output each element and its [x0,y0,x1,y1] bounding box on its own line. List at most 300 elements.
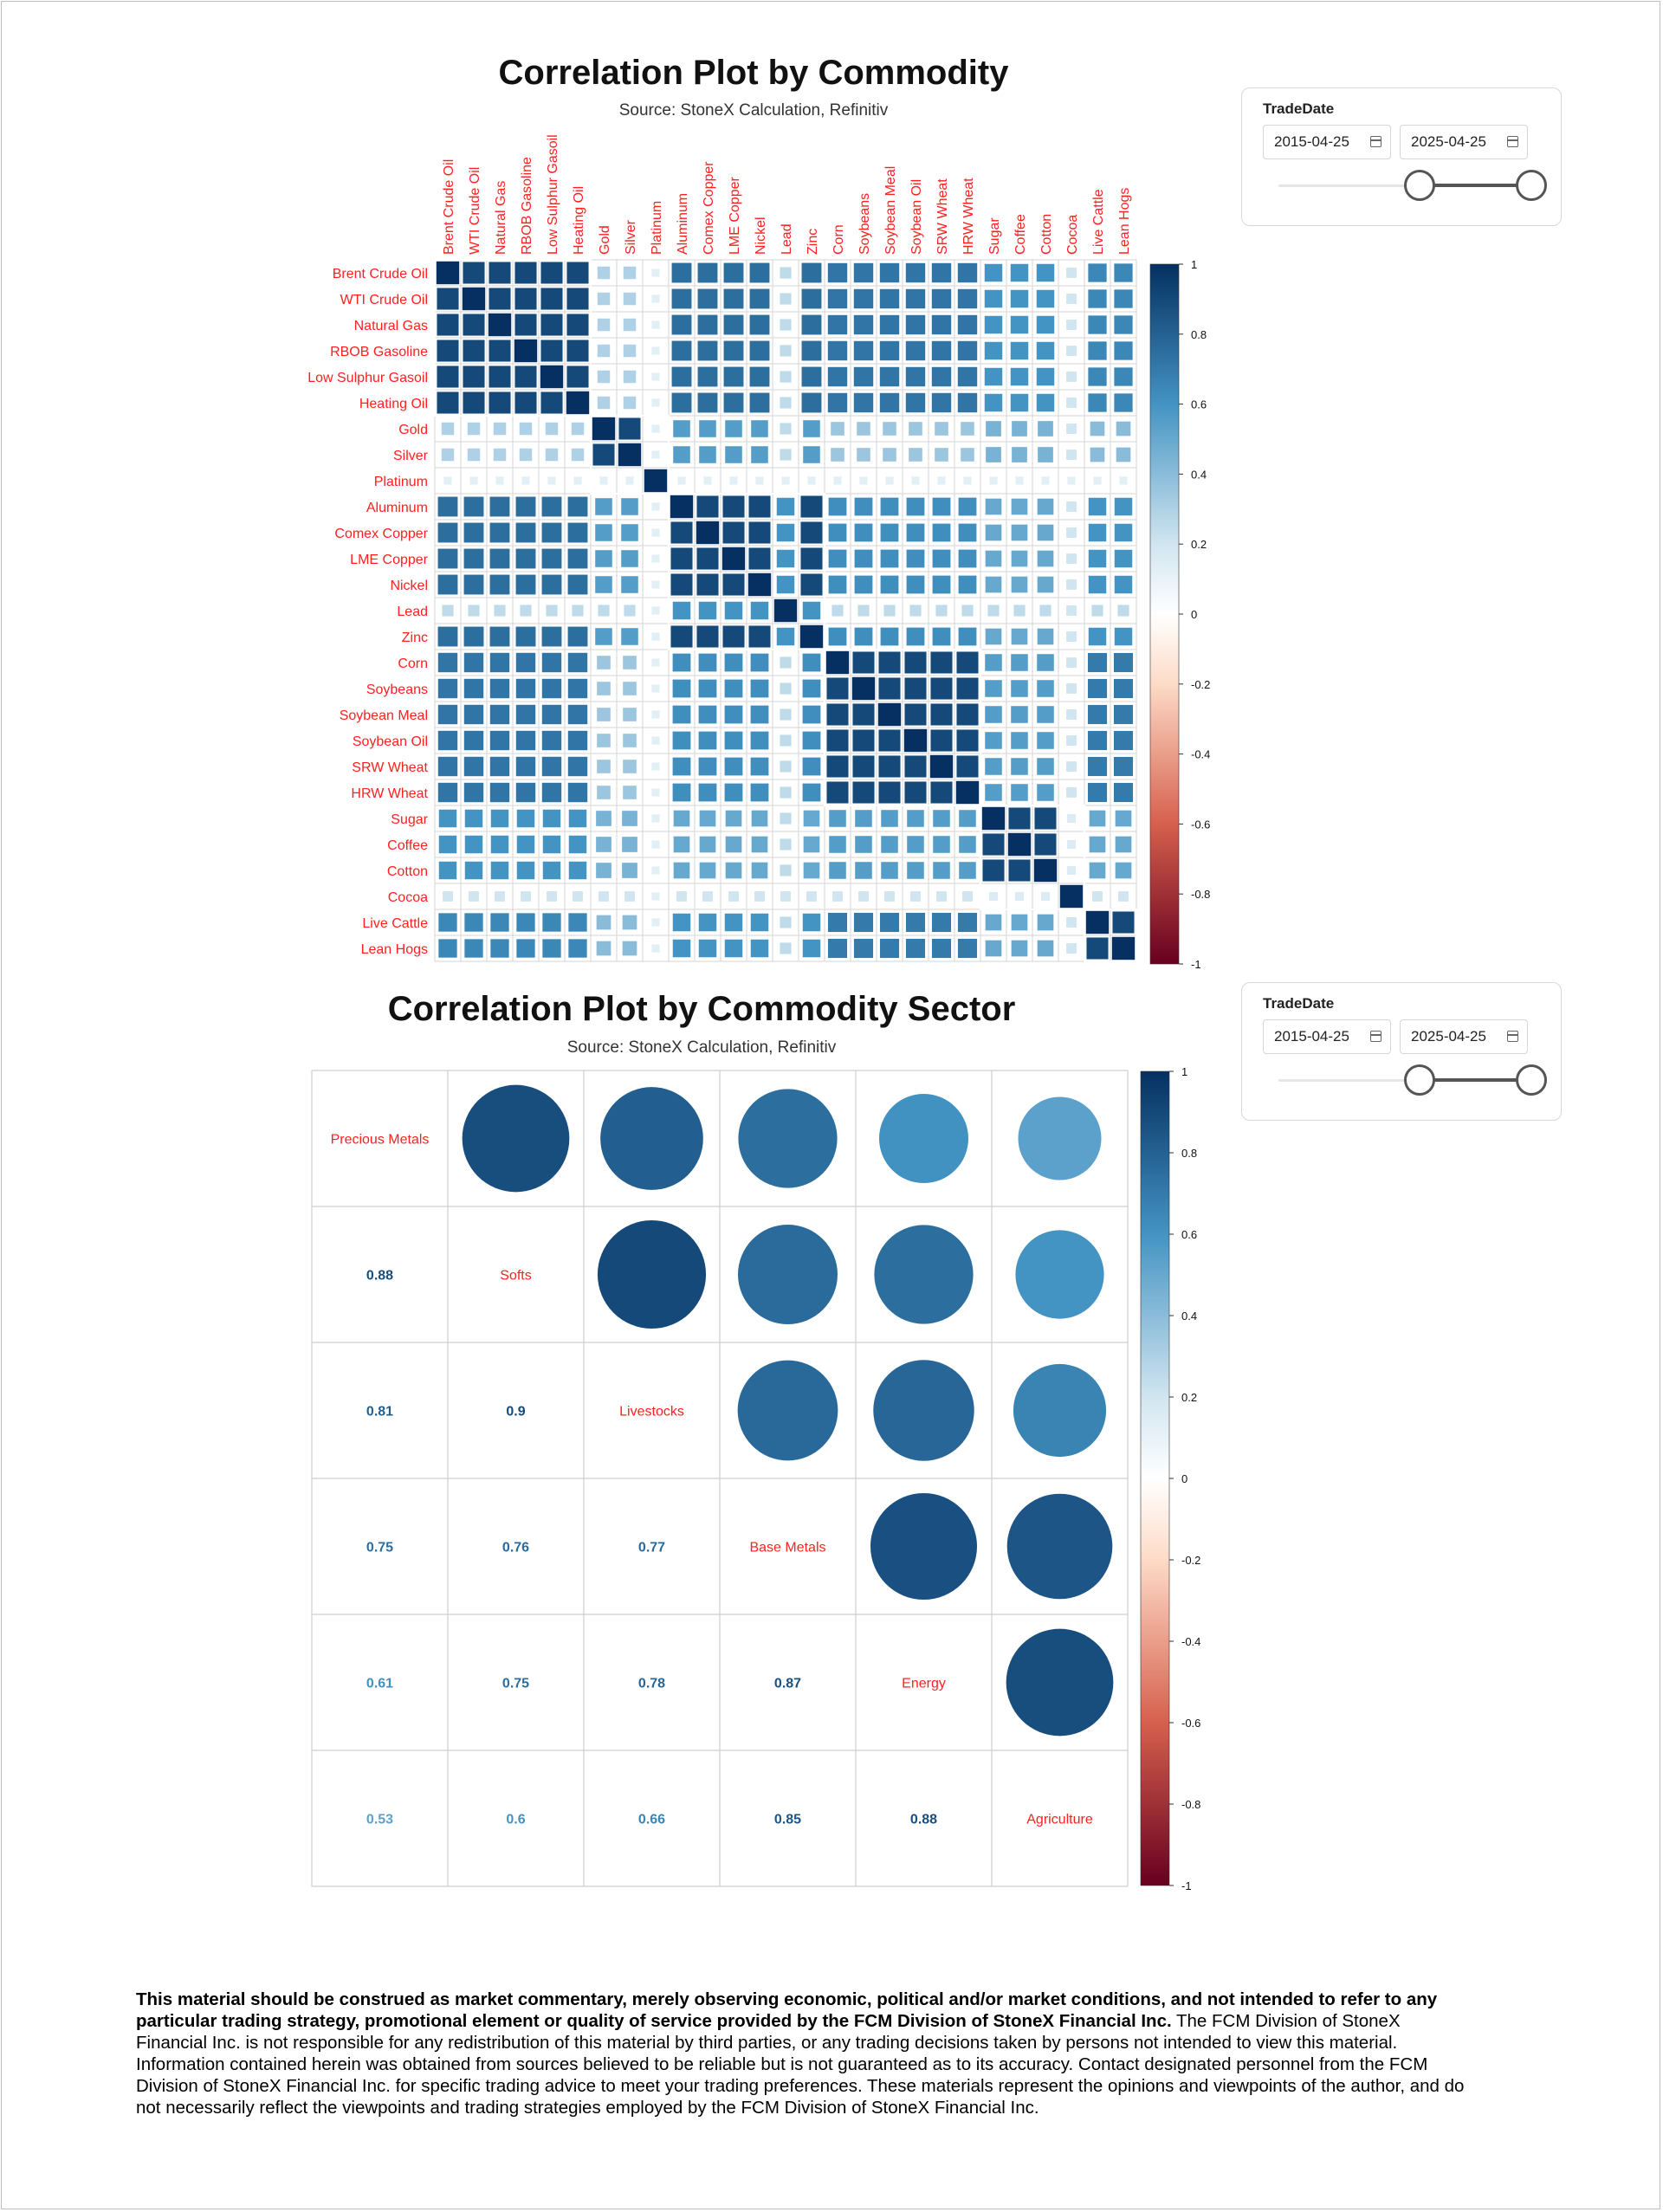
corr-cell [907,498,925,516]
corr-cell [1038,551,1054,567]
corr-cell [543,810,560,827]
corr-cell [437,262,459,284]
slider-start-handle[interactable] [1404,170,1435,201]
corr-cell [651,944,659,952]
corr-cell [700,837,716,853]
corr-cell [595,576,612,593]
corr-circle [598,1220,706,1329]
corr-cell [1012,941,1028,957]
calendar-icon[interactable] [1507,1031,1518,1042]
corr-cell [542,549,562,569]
chart2-subtitle: Source: StoneX Calculation, Refinitiv [566,1038,837,1057]
row-label: Platinum [373,475,428,489]
colorbar-tick-label: -0.6 [1191,818,1211,831]
corr-cell [463,340,484,361]
corr-cell [469,891,479,902]
corr-cell [696,573,718,595]
corr-cell [546,605,557,616]
corr-cell [618,443,641,466]
corr-cell [906,913,925,932]
corr-cell [854,315,873,334]
corr-cell [932,289,951,308]
corr-cell [930,677,952,699]
tradedate-filter-2 [1241,982,1562,1121]
corr-cell [1037,706,1054,723]
corr-cell [852,729,874,751]
corr-cell [1037,784,1054,801]
corr-cell [803,914,820,931]
corr-cell [885,476,893,484]
corr-cell [516,679,535,698]
corr-cell [468,423,480,435]
corr-cell [621,550,638,567]
corr-cell [1088,679,1107,698]
chart1-subtitle: Source: StoneX Calculation, Refinitiv [618,101,889,120]
corr-cell [1038,577,1054,593]
corr-cell [673,706,691,724]
colorbar-tick-label: 0.8 [1181,1147,1198,1160]
sector-label: Base Metals [749,1540,826,1556]
end-date-input[interactable] [1400,125,1528,159]
corr-cell [1093,476,1101,484]
corr-cell [673,680,691,698]
corr-cell [878,677,900,699]
corr-cell [937,476,945,484]
corr-cell [673,732,691,750]
corr-cell [884,891,895,902]
corr-cell [1011,706,1028,723]
corr-cell [802,263,822,283]
corr-cell [958,289,977,308]
corr-cell [1090,448,1105,462]
corr-cell [958,341,977,360]
corr-cell [930,781,952,803]
corr-cell [464,523,484,543]
corr-cell [804,811,820,827]
corr-cell [442,605,453,616]
corr-value: 0.78 [637,1676,666,1691]
corr-cell [651,736,659,744]
calendar-icon[interactable] [1370,136,1382,147]
colorbar-tick-label: -1 [1181,1879,1192,1892]
corr-cell [1034,833,1056,855]
corr-cell [906,367,925,386]
corr-cell [1038,421,1053,437]
corr-cell [780,916,791,928]
corr-cell [985,264,1002,281]
corr-cell [568,575,588,595]
disclaimer-bold: This material should be construed as market commentary, merely observing economic, political and/or market conditions, and not intended to refer to any particular trading strategy, promotional element or quality of service provided by the FCM Division of StoneX Financial Inc. [136,1989,1438,2031]
column-label: Corn [832,224,846,255]
colorbar-tick-label: -0.8 [1191,888,1211,902]
corr-cell [1114,393,1132,411]
corr-cell [854,341,873,360]
corr-value: 0.75 [366,1540,394,1556]
corr-cell [495,476,503,484]
corr-cell [989,476,997,484]
corr-cell [833,476,841,484]
corr-cell [1066,657,1077,668]
corr-cell [780,397,791,408]
corr-cell [568,731,587,750]
corr-cell [780,942,791,954]
corr-cell [752,811,768,827]
corr-cell [464,575,484,595]
corr-cell [1115,628,1132,645]
corr-cell [1066,268,1077,278]
corr-cell [722,625,744,647]
corr-cell [651,892,659,900]
corr-cell [906,315,925,334]
corr-cell [933,810,950,827]
start-date-input[interactable] [1263,1019,1391,1054]
corr-cell [673,784,691,802]
disclaimer [136,1989,1470,2118]
corr-cell [1089,524,1106,541]
corr-cell [1088,757,1107,776]
corr-cell [700,811,716,827]
corr-cell [520,423,532,435]
corr-cell [1066,605,1077,616]
corr-cell [463,288,485,310]
corr-cell [722,573,744,595]
corr-cell [881,524,899,542]
corr-circle [738,1089,837,1187]
sector-correlation-chart [0,1057,1247,1905]
corr-cell [750,393,770,413]
corr-cell [677,476,685,484]
corr-cell [854,939,873,958]
corr-cell [1088,315,1106,333]
corr-cell [439,836,456,853]
row-label: LME Copper [350,553,428,567]
corr-cell [961,605,973,616]
corr-cell [852,703,874,725]
tradedate-label: TradeDate [1263,995,1335,1012]
corr-cell [1038,941,1054,957]
column-label: RBOB Gasoline [520,157,534,255]
corr-cell [855,628,873,646]
corr-cell [1089,550,1106,567]
corr-cell [854,367,873,386]
corr-cell [521,891,531,902]
corr-cell [490,653,509,672]
corr-cell [909,448,922,462]
corr-cell [490,913,508,931]
corr-cell [803,706,821,724]
corr-cell [880,315,899,334]
corr-cell [829,862,846,879]
corr-cell [623,915,637,930]
corr-cell [725,706,743,724]
corr-cell [1012,421,1027,437]
colorbar-tick-label: -0.2 [1191,677,1211,691]
corr-cell [780,371,791,382]
corr-cell [651,632,659,640]
corr-cell [622,837,637,852]
corr-cell [904,729,927,752]
corr-cell [986,915,1002,931]
corr-cell [961,448,974,462]
corr-cell [826,703,848,725]
column-label: Cotton [1039,213,1054,255]
corr-cell [1011,758,1028,775]
corr-cell [673,914,690,931]
corr-cell [698,315,718,335]
corr-cell [1116,422,1131,437]
corr-cell [542,939,560,957]
corr-cell [880,341,899,360]
corr-cell [807,476,815,484]
row-label: RBOB Gasoline [330,345,428,359]
sector-label: Precious Metals [330,1132,430,1148]
corr-cell [621,524,638,541]
corr-cell [855,810,872,827]
corr-cell [985,394,1002,411]
corr-circle [1015,1230,1103,1318]
colorbar-tick-label: 0.6 [1181,1228,1198,1241]
colorbar-tick-label: 0 [1191,608,1198,621]
corr-cell [878,781,900,803]
corr-cell [1066,294,1077,304]
corr-circle [879,1094,968,1183]
row-label: Silver [392,449,428,463]
column-label: Live Cattle [1091,189,1106,255]
corr-cell [1118,891,1129,902]
corr-cell [1114,783,1133,802]
corr-cell [880,289,899,308]
corr-cell [1117,605,1129,616]
chart2-colorbar [1141,1071,1169,1885]
corr-circle [1006,1629,1114,1737]
corr-cell [1012,525,1028,541]
corr-cell [491,862,508,879]
corr-cell [780,708,791,720]
corr-cell [495,891,505,902]
corr-cell [1034,859,1057,882]
corr-cell [751,680,769,698]
corr-cell [624,319,636,331]
corr-cell [751,784,769,802]
corr-cell [651,528,659,536]
corr-cell [959,498,977,516]
corr-cell [986,421,1001,437]
sector-label: Softs [500,1268,532,1284]
corr-cell [1034,807,1056,829]
corr-cell [907,524,925,542]
colorbar-tick-label: 0.2 [1191,538,1207,552]
corr-cell [910,891,921,902]
corr-cell [438,497,458,517]
colorbar-tick-label: 0.4 [1191,468,1207,482]
corr-cell [542,523,562,543]
corr-cell [623,682,637,695]
end-date-value: 2025-04-25 [1411,133,1486,150]
corr-circle [738,1225,838,1324]
corr-cell [516,627,536,647]
row-label: Low Sulphur Gasoil [307,371,428,385]
corr-cell [1115,498,1132,515]
corr-cell [542,757,561,776]
corr-cell [781,476,789,484]
column-label: Soybean Oil [909,178,924,255]
corr-cell [878,729,900,751]
corr-cell [597,786,611,799]
corr-cell [930,729,952,751]
corr-cell [623,656,637,669]
corr-cell [881,576,899,594]
corr-circle [600,1087,703,1190]
corr-cell [651,294,659,302]
corr-cell [724,393,744,413]
corr-cell [958,393,977,412]
slider-end-handle[interactable] [1516,170,1547,201]
corr-cell [722,521,744,543]
corr-cell [1037,394,1054,411]
corr-cell [514,340,537,362]
column-label: Low Sulphur Gasoil [546,134,560,255]
corr-cell [490,939,508,957]
corr-cell [1112,911,1134,933]
corr-circle [874,1225,973,1323]
corr-cell [514,365,536,387]
row-label: Zinc [401,631,428,645]
row-label: Soybean Oil [352,734,428,749]
corr-cell [906,939,925,958]
corr-cell [932,263,951,282]
corr-cell [1066,424,1077,434]
row-label: Heating Oil [359,397,428,411]
corr-cell [803,446,820,463]
corr-cell [1038,525,1054,541]
row-label: WTI Crude Oil [340,293,428,307]
corr-cell [592,443,614,465]
corr-cell [725,420,742,437]
corr-cell [516,497,536,517]
corr-cell [803,732,821,750]
corr-cell [490,523,510,543]
corr-cell [699,914,716,931]
corr-cell [1037,654,1054,671]
corr-cell [1090,422,1105,437]
corr-cell [1066,553,1077,564]
row-label: Lean Hogs [360,942,428,957]
corr-cell [800,573,822,595]
row-label: Gold [398,423,428,437]
corr-cell [880,367,899,386]
corr-cell [516,731,535,750]
corr-cell [696,521,719,544]
corr-cell [514,391,536,413]
corr-cell [958,939,977,958]
corr-cell [517,810,534,827]
corr-cell [907,628,925,646]
corr-cell [568,549,588,569]
calendar-icon[interactable] [1370,1031,1382,1042]
corr-cell [803,784,821,802]
corr-cell [932,939,951,958]
corr-cell [566,391,589,414]
corr-cell [1037,732,1054,749]
corr-cell [698,341,718,361]
corr-cell [1008,833,1031,856]
corr-cell [547,891,557,902]
corr-cell [618,417,640,439]
corr-cell [672,315,692,335]
corr-cell [1011,654,1028,671]
corr-cell [1066,579,1077,590]
corr-cell [520,605,531,616]
corr-cell [855,576,873,594]
corr-cell [904,703,926,725]
end-date-input[interactable] [1400,1019,1528,1054]
corr-cell [438,757,457,776]
corr-cell [465,836,482,853]
corr-cell [514,314,536,335]
corr-cell [489,391,510,413]
corr-cell [852,755,874,777]
corr-cell [1066,787,1077,798]
corr-cell [696,547,718,569]
corr-cell [516,653,535,672]
corr-cell [622,863,637,878]
colorbar-tick-label: -1 [1191,958,1201,971]
corr-cell [514,262,536,283]
corr-cell [622,811,637,826]
corr-value: 0.75 [501,1676,530,1691]
corr-cell [906,263,925,282]
corr-cell [698,263,718,283]
corr-cell [623,941,637,956]
corr-cell [803,758,821,776]
corr-cell [516,523,536,543]
corr-cell [621,576,638,593]
corr-cell [439,862,456,879]
corr-cell [438,939,456,957]
corr-cell [751,940,768,957]
corr-cell [443,476,451,484]
corr-cell [806,891,817,902]
slider-start-handle[interactable] [1404,1064,1435,1096]
corr-cell [625,476,633,484]
corr-cell [932,367,951,386]
corr-cell [831,448,844,462]
corr-cell [777,550,794,567]
corr-cell [1012,499,1028,515]
calendar-icon[interactable] [1507,136,1518,147]
start-date-input[interactable] [1263,125,1391,159]
corr-cell [651,710,659,718]
corr-cell [1011,368,1028,385]
corr-cell [831,422,844,436]
corr-cell [569,862,586,879]
corr-cell [878,651,900,673]
corr-cell [852,677,875,700]
corr-cell [725,602,742,619]
slider-end-handle[interactable] [1516,1064,1547,1096]
corr-cell [568,913,586,931]
corr-cell [748,573,771,596]
corr-cell [516,757,535,776]
corr-cell [933,550,951,568]
corr-cell [780,838,791,850]
colorbar-tick-label: 0.4 [1181,1310,1198,1323]
corr-cell [696,625,718,647]
corr-cell [1086,911,1109,934]
corr-cell [1015,892,1024,901]
corr-cell [1012,551,1028,567]
corr-cell [803,654,821,672]
